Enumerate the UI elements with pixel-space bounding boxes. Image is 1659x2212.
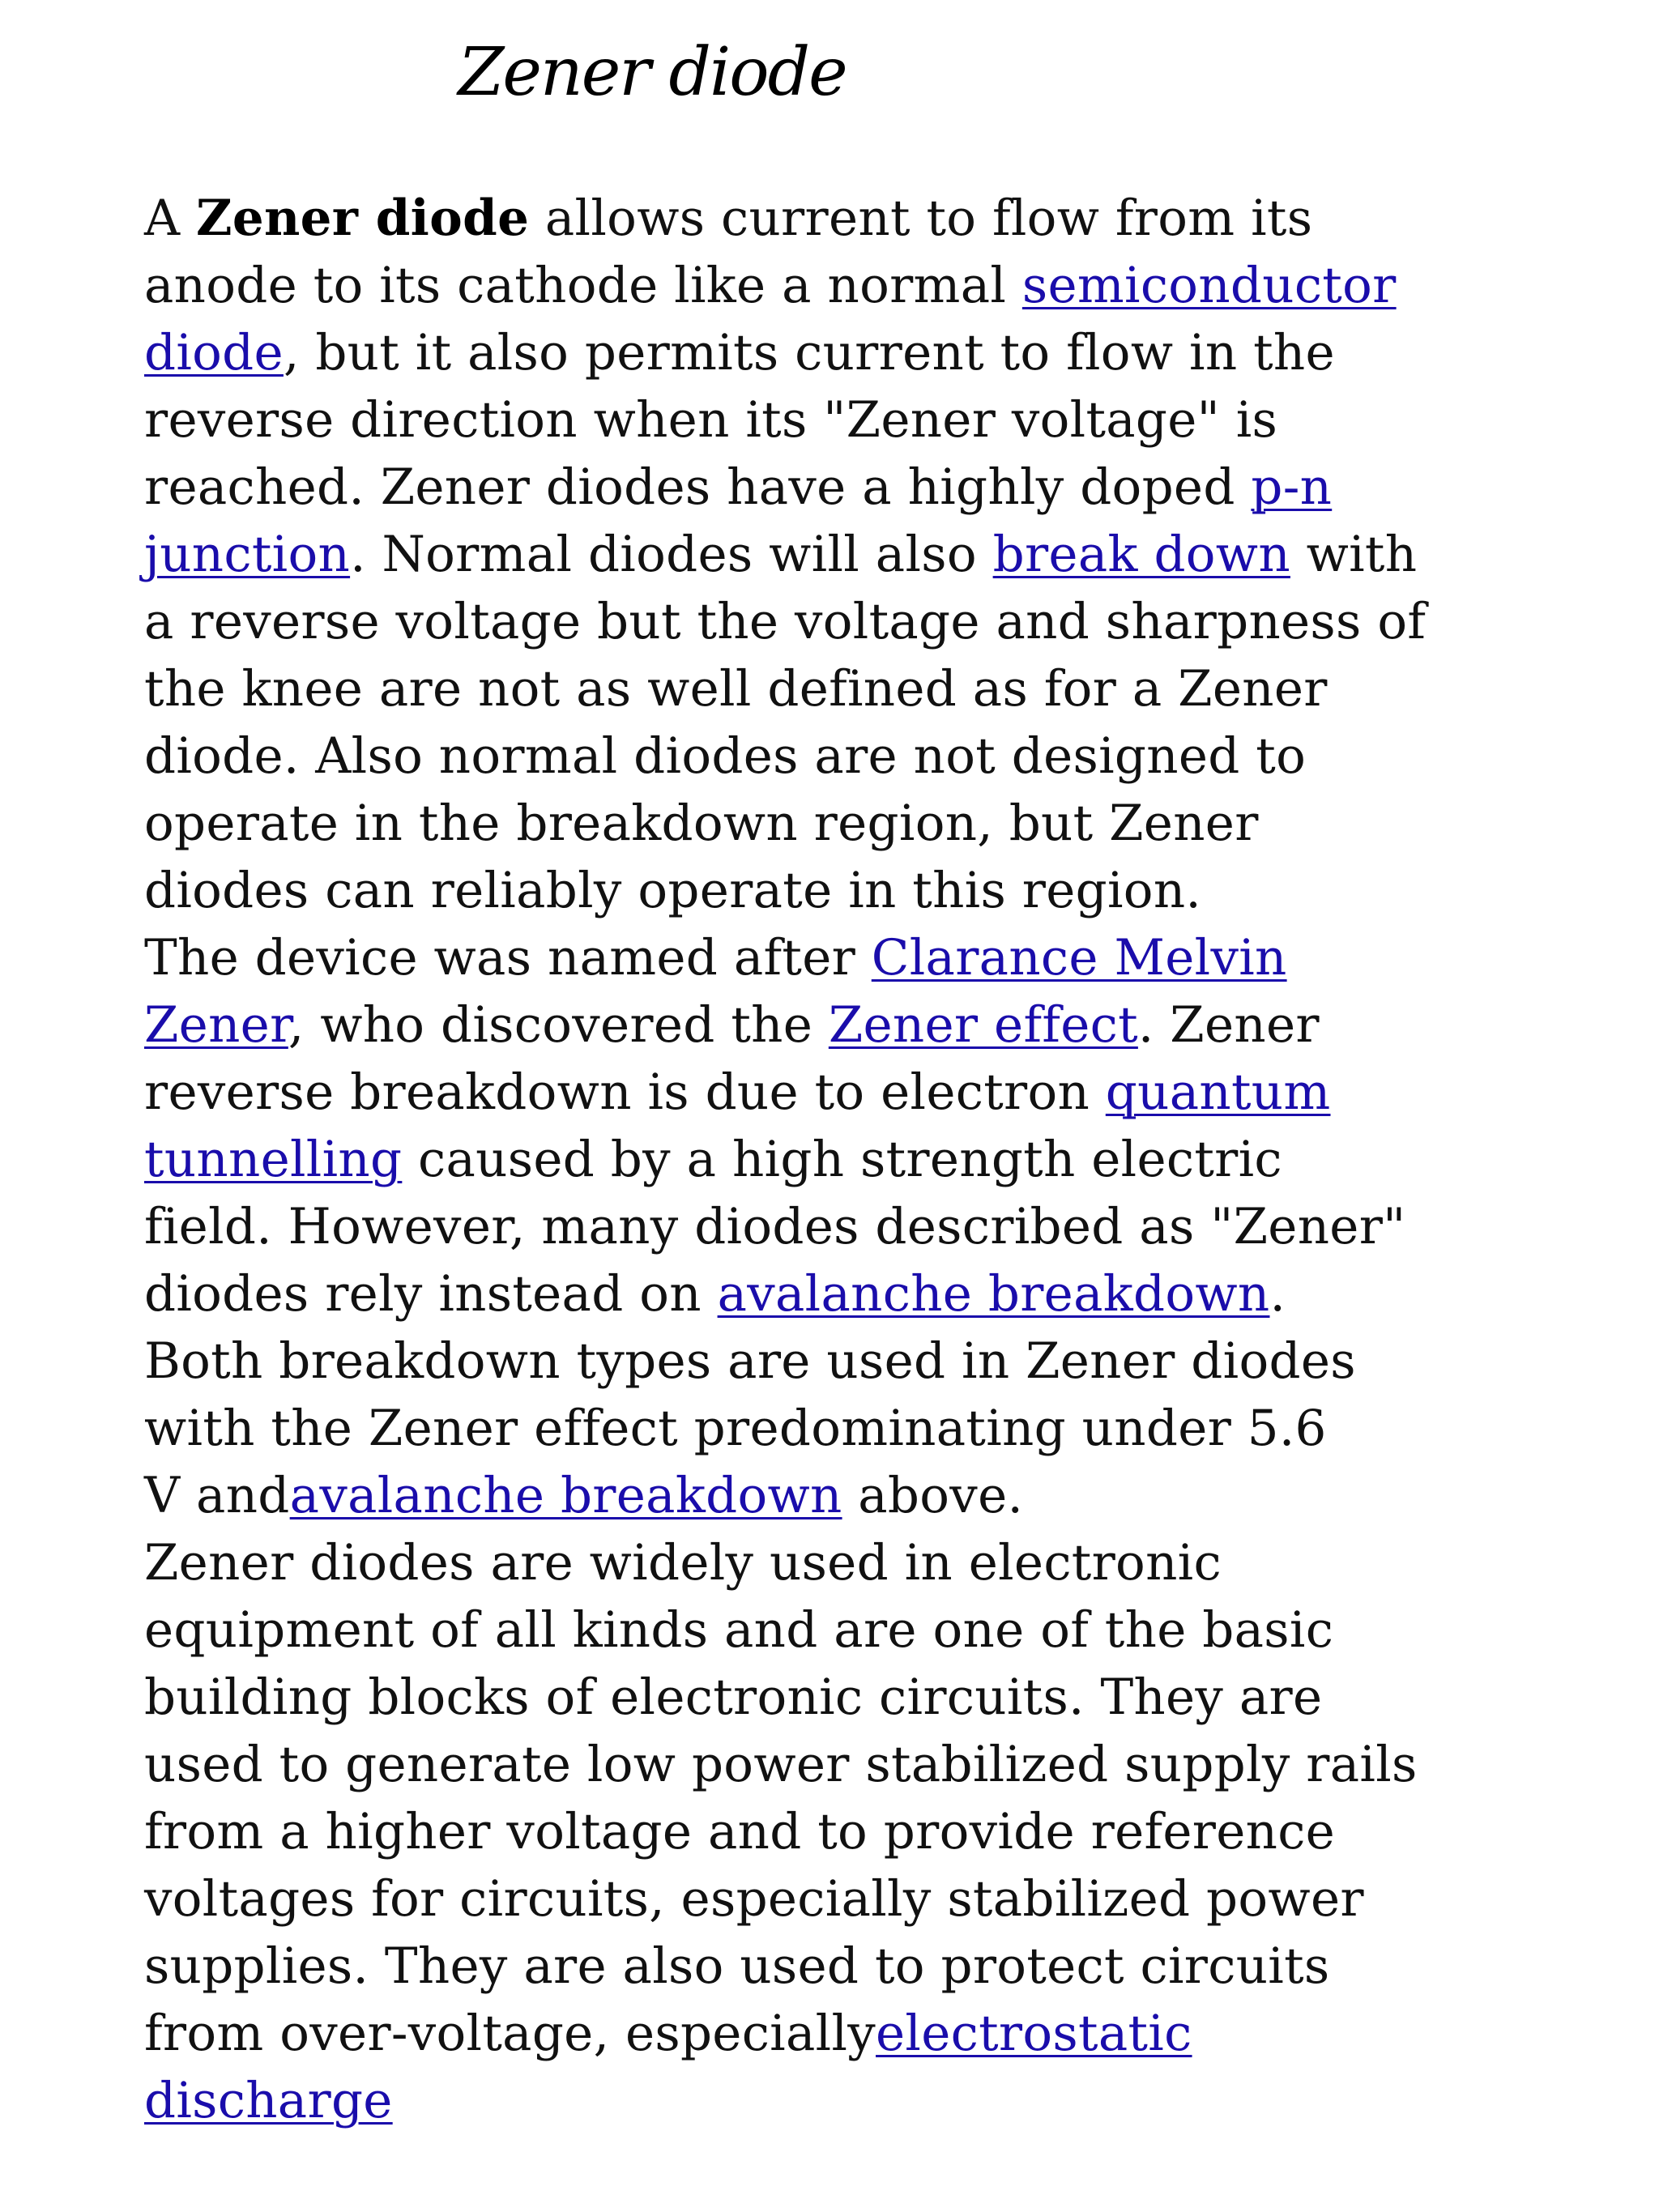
text-run: from over-voltage, especially bbox=[144, 2005, 876, 2062]
page-title: Zener diode bbox=[458, 34, 847, 111]
text-line bbox=[144, 655, 1537, 722]
article-link[interactable]: electrostatic bbox=[876, 2005, 1192, 2062]
text-line bbox=[144, 2000, 1537, 2067]
article-link[interactable]: Zener effect bbox=[828, 996, 1138, 1054]
text-run: allows current to flow from its bbox=[529, 190, 1313, 247]
text-run: diodes can reliably operate in this region. bbox=[144, 862, 1202, 919]
text-run: building blocks of electronic circuits. They are bbox=[144, 1669, 1323, 1726]
text-run: equipment of all kinds and are one of the basic bbox=[144, 1601, 1334, 1659]
text-run: a reverse voltage but the voltage and sharpness of bbox=[144, 593, 1427, 650]
text-line bbox=[144, 588, 1537, 655]
text-run: operate in the breakdown region, but Zener bbox=[144, 795, 1259, 852]
text-line bbox=[144, 924, 1537, 991]
text-line bbox=[144, 1193, 1537, 1260]
text-line bbox=[144, 252, 1537, 319]
text-run: The device was named after bbox=[144, 929, 872, 987]
text-run: with the Zener effect predominating under 5.6 bbox=[144, 1400, 1327, 1457]
text-run: . Zener bbox=[1137, 996, 1320, 1054]
text-run: , who discovered the bbox=[288, 996, 829, 1054]
text-run: caused by a high strength electric bbox=[402, 1131, 1282, 1188]
text-run: anode to its cathode like a normal bbox=[144, 257, 1022, 314]
text-run: reverse direction when its "Zener voltage" is bbox=[144, 391, 1278, 449]
text-run: from a higher voltage and to provide reference bbox=[144, 1803, 1336, 1860]
text-line bbox=[144, 790, 1537, 857]
text-run: reverse breakdown is due to electron bbox=[144, 1063, 1106, 1121]
text-line bbox=[144, 1529, 1537, 1596]
bold-term: Zener diode bbox=[196, 190, 530, 247]
article-link[interactable]: p-n bbox=[1251, 458, 1333, 516]
paragraph bbox=[144, 924, 1537, 1529]
text-line bbox=[144, 1126, 1537, 1193]
text-run: Zener diodes are widely used in electronic bbox=[144, 1534, 1222, 1592]
text-run: . Normal diodes will also bbox=[350, 526, 993, 583]
paragraph bbox=[144, 1529, 1537, 2134]
text-line bbox=[144, 1462, 1537, 1529]
text-run: above. bbox=[842, 1467, 1024, 1524]
article-link[interactable]: Clarance Melvin bbox=[871, 929, 1287, 987]
text-line bbox=[144, 521, 1537, 588]
article-body bbox=[144, 185, 1537, 2134]
article-link[interactable]: discharge bbox=[144, 2072, 393, 2129]
article-link[interactable]: break down bbox=[992, 526, 1290, 583]
text-line bbox=[144, 386, 1537, 454]
text-line bbox=[144, 1395, 1537, 1462]
text-run: the knee are not as well defined as for a Zener bbox=[144, 660, 1328, 718]
text-run: Both breakdown types are used in Zener diodes bbox=[144, 1332, 1356, 1390]
text-line bbox=[144, 454, 1537, 521]
text-line bbox=[144, 1664, 1537, 1731]
text-run: A bbox=[144, 190, 197, 247]
text-line bbox=[144, 991, 1537, 1059]
text-line bbox=[144, 1260, 1537, 1328]
text-run: field. However, many diodes described as "Zener" bbox=[144, 1198, 1406, 1255]
text-line bbox=[144, 1933, 1537, 2000]
article-link[interactable]: quantum bbox=[1105, 1063, 1331, 1121]
text-run: , but it also permits current to flow in the bbox=[283, 324, 1335, 381]
text-run: supplies. They are also used to protect circuits bbox=[144, 1937, 1330, 1995]
text-line bbox=[144, 722, 1537, 790]
article-link[interactable]: semiconductor bbox=[1021, 257, 1397, 314]
text-line bbox=[144, 319, 1537, 386]
text-line bbox=[144, 1596, 1537, 1664]
text-run: voltages for circuits, especially stabilized power bbox=[144, 1870, 1364, 1928]
article-link[interactable]: avalanche breakdown bbox=[717, 1265, 1270, 1323]
text-run: reached. Zener diodes have a highly doped bbox=[144, 458, 1252, 516]
text-line bbox=[144, 1059, 1537, 1126]
text-run: diode. Also normal diodes are not designed to bbox=[144, 727, 1307, 785]
article-link[interactable]: diode bbox=[144, 324, 284, 381]
article-link[interactable]: tunnelling bbox=[144, 1131, 403, 1188]
article-link[interactable]: junction bbox=[144, 526, 351, 583]
text-run: used to generate low power stabilized supply rails bbox=[144, 1736, 1418, 1793]
text-line bbox=[144, 857, 1537, 924]
text-line bbox=[144, 185, 1537, 252]
text-line bbox=[144, 2067, 1537, 2134]
paragraph bbox=[144, 185, 1537, 924]
text-line bbox=[144, 1865, 1537, 1933]
text-run: with bbox=[1290, 526, 1418, 583]
text-line bbox=[144, 1731, 1537, 1798]
article-link[interactable]: avalanche breakdown bbox=[289, 1467, 842, 1524]
text-run: V and bbox=[144, 1467, 290, 1524]
article-link[interactable]: Zener bbox=[144, 996, 288, 1054]
text-run: diodes rely instead on bbox=[144, 1265, 718, 1323]
text-line bbox=[144, 1328, 1537, 1395]
text-line bbox=[144, 1798, 1537, 1865]
text-run: . bbox=[1269, 1265, 1286, 1323]
